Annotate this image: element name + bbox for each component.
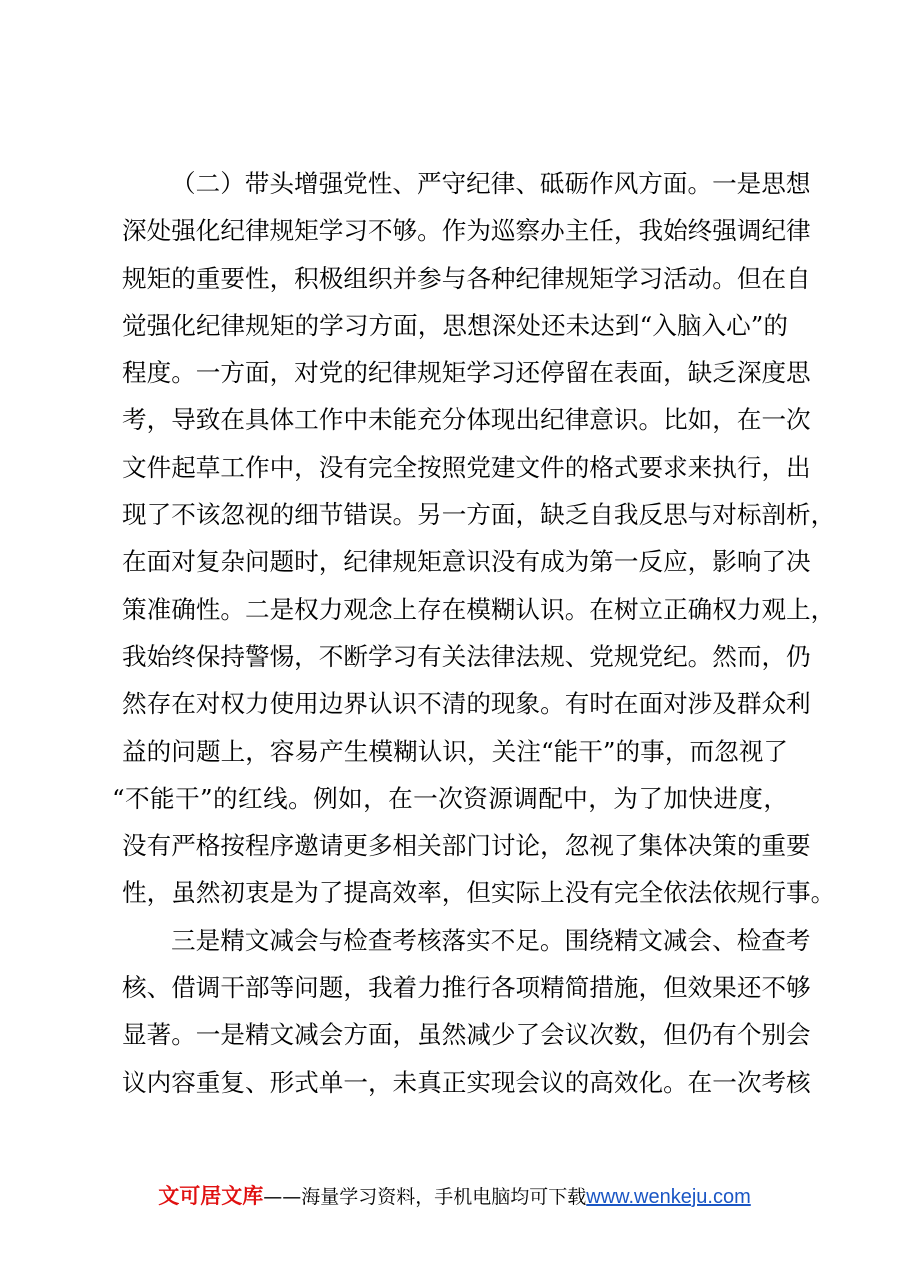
text-line: 议内容重复、形式单一，未真正实现会议的高效化。在一次考核 xyxy=(122,1067,811,1097)
text-line: 规矩的重要性，积极组织并参与各种纪律规矩学习活动。但在自 xyxy=(122,263,811,293)
text-line: 三是精文减会与检查考核落实不足。围绕精文减会、检查考 xyxy=(171,925,811,955)
text-line: 显著。一是精文减会方面，虽然减少了会议次数，但仍有个别会 xyxy=(122,1020,811,1050)
text-line: 程度。一方面，对党的纪律规矩学习还停留在表面，缺乏深度思 xyxy=(122,358,811,388)
text-line: 策准确性。二是权力观念上存在模糊认识。在树立正确权力观上， xyxy=(122,594,836,624)
text-line: “不能干”的红线。例如，在一次资源调配中，为了加快进度， xyxy=(112,783,788,813)
text-line: 觉强化纪律规矩的学习方面，思想深处还未达到“入脑入心”的 xyxy=(122,310,788,340)
text-line: 考，导致在具体工作中未能充分体现出纪律意识。比如，在一次 xyxy=(122,405,811,435)
text-line: （二）带头增强党性、严守纪律、砥砺作风方面。一是思想 xyxy=(171,169,811,198)
text-line: 现了不该忽视的细节错误。另一方面，缺乏自我反思与对标剖析， xyxy=(122,500,836,530)
footer-brand: 文可居文库 xyxy=(158,1184,264,1208)
text-line: 核、借调干部等问题，我着力推行各项精简措施，但效果还不够 xyxy=(122,973,811,1003)
text-line: 我始终保持警惕，不断学习有关法律法规、党规党纪。然而，仍 xyxy=(122,641,811,671)
text-line: 文件起草工作中，没有完全按照党建文件的格式要求来执行，出 xyxy=(122,452,811,482)
text-line: 没有严格按程序邀请更多相关部门讨论，忽视了集体决策的重要 xyxy=(122,831,811,861)
text-line: 然存在对权力使用边界认识不清的现象。有时在面对涉及群众利 xyxy=(122,689,811,719)
footer-tagline: ——海量学习资料，手机电脑均可下载 xyxy=(263,1186,587,1208)
footer-banner xyxy=(0,1176,909,1216)
text-line: 深处强化纪律规矩学习不够。作为巡察办主任，我始终强调纪律 xyxy=(122,216,811,246)
document-body xyxy=(112,160,836,1106)
text-line: 在面对复杂问题时，纪律规矩意识没有成为第一反应，影响了决 xyxy=(122,547,811,577)
text-line: 益的问题上，容易产生模糊认识，关注“能干”的事，而忽视了 xyxy=(122,736,788,766)
text-line: 性，虽然初衷是为了提高效率，但实际上没有完全依法依规行事。 xyxy=(122,878,836,908)
footer-website-link[interactable]: www.wenkeju.com xyxy=(586,1186,751,1208)
